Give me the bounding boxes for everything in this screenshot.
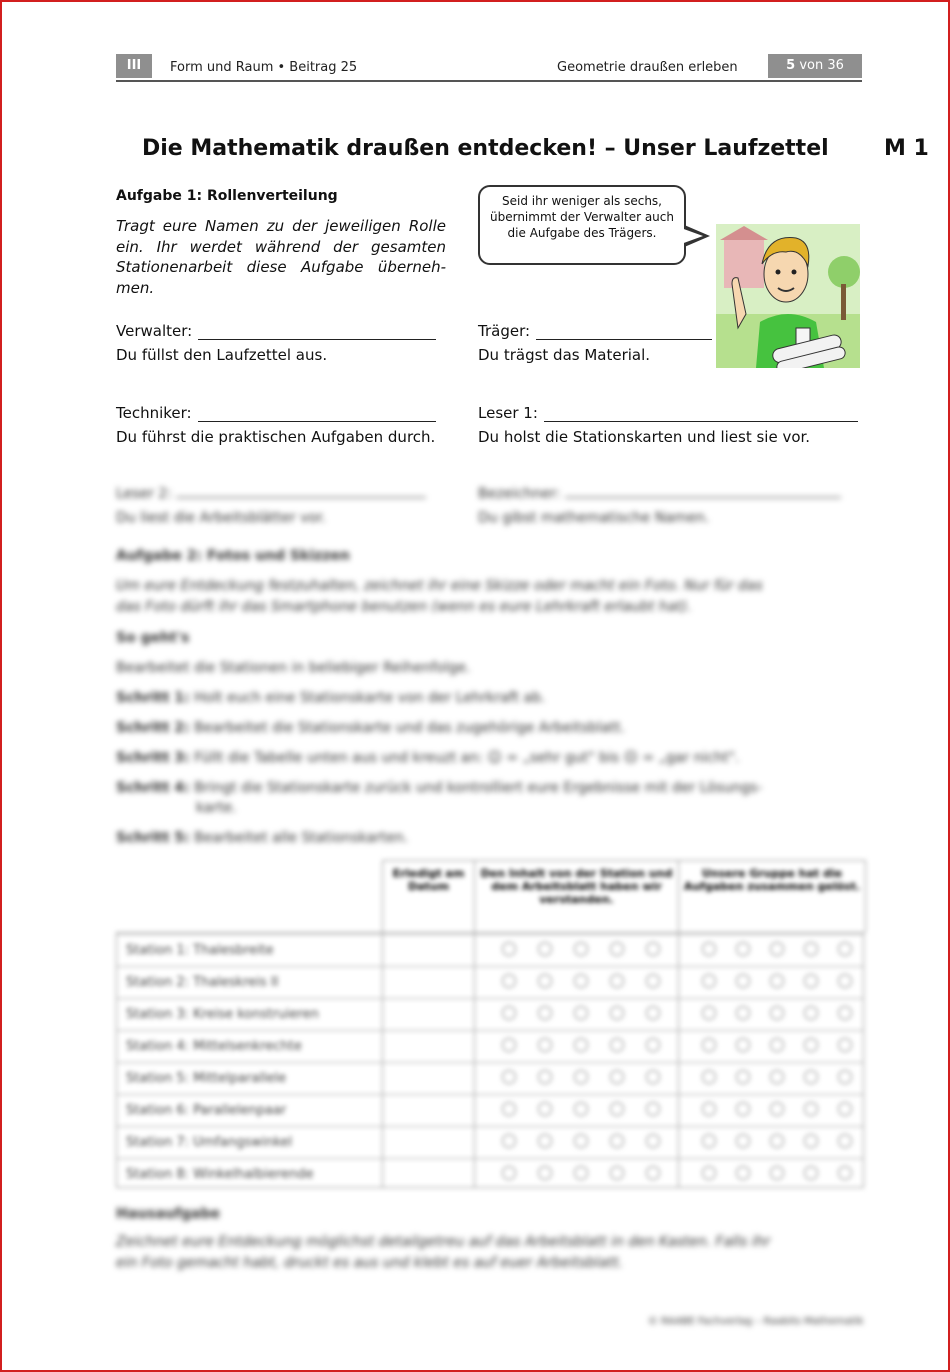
page-number: [768, 54, 862, 78]
station-name: Station 7: Umfangswinkel: [126, 1135, 293, 1150]
rating-circle: [502, 1134, 516, 1148]
rating-circle: [646, 1102, 660, 1116]
role-leser2: [116, 486, 426, 502]
rating-circle: [574, 1038, 588, 1052]
name-line[interactable]: [198, 407, 436, 422]
name-line[interactable]: [198, 325, 436, 340]
rating-circle: [646, 1070, 660, 1084]
rating-circle: [538, 974, 552, 988]
rating-circle: [770, 1006, 784, 1020]
station-name: Station 2: Thaleskreis II: [126, 975, 279, 990]
header-topic: Form und Raum • Beitrag 25: [170, 60, 358, 75]
rating-circle: [646, 974, 660, 988]
rating-circle: [502, 1006, 516, 1020]
step-4: [116, 780, 762, 796]
rating-circle: [538, 1070, 552, 1084]
rating-circle: [502, 974, 516, 988]
bubble-tail-inner: [681, 228, 703, 244]
rating-circle: [538, 1166, 552, 1180]
rating-circle: [736, 1134, 750, 1148]
table-row: [116, 1030, 864, 1061]
step-text: Füllt die Tabelle unten aus und kreuzt an: ☺ = „sehr gut" bis ☹ = „gar nicht".: [194, 750, 740, 766]
step-text: Bringt die Stationskarte zurück und kontrolliert eure Ergebnisse mit der Lösungs-: [194, 780, 763, 796]
rating-circle: [804, 1102, 818, 1116]
rating-circle: [736, 1038, 750, 1052]
homework-text-2: ein Foto gemacht habt, druckt es aus und klebt es auf euer Arbeitsblatt.: [116, 1255, 624, 1271]
rating-circle: [736, 1102, 750, 1116]
station-name: Station 8: Winkelhalbierende: [126, 1167, 314, 1182]
table-header: [382, 860, 866, 933]
rating-circle: [502, 1166, 516, 1180]
table-row: [116, 966, 864, 997]
role-label: Leser 1:: [478, 404, 538, 422]
station-name: Station 3: Kreise konstruieren: [126, 1007, 319, 1022]
role-desc: Du führst die praktischen Aufgaben durch.: [116, 428, 436, 446]
role-traeger: [478, 322, 712, 340]
rating-circle: [770, 1038, 784, 1052]
rating-circle: [770, 1134, 784, 1148]
rating-circle: [574, 974, 588, 988]
rating-circle: [574, 942, 588, 956]
rating-circle: [646, 1134, 660, 1148]
rating-circle: [838, 1102, 852, 1116]
rating-circle: [610, 1166, 624, 1180]
table-row: [116, 1062, 864, 1093]
series-tag: III: [116, 54, 152, 78]
role-label: Techniker:: [116, 404, 192, 422]
rating-circle: [804, 1038, 818, 1052]
rating-circle: [610, 1038, 624, 1052]
task2-text-2: das Foto dürft ihr das Smartphone benutzen (wenn es eure Lehrkraft erlaubt hat).: [116, 599, 692, 615]
table-row: [116, 934, 864, 965]
step-label: Schritt 1:: [116, 690, 190, 706]
rating-circle: [502, 1102, 516, 1116]
rating-circle: [646, 942, 660, 956]
rating-circle: [574, 1006, 588, 1020]
station-name: Station 1: Thalesbreite: [126, 943, 274, 958]
rating-circle: [574, 1134, 588, 1148]
role-verwalter: [116, 322, 436, 340]
role-desc: Du füllst den Laufzettel aus.: [116, 346, 328, 364]
header-understood: Den Inhalt von der Station und dem Arbeitsblatt haben wir verstanden.: [475, 861, 679, 933]
rating-circle: [610, 942, 624, 956]
role-label: Träger:: [478, 322, 531, 340]
page-total: von 36: [799, 58, 844, 73]
rating-circle: [610, 1070, 624, 1084]
rating-circle: [702, 1070, 716, 1084]
table-row: [116, 1094, 864, 1125]
name-line: [176, 497, 426, 498]
page-title: Die Mathematik draußen entdecken! – Unser Laufzettel: [142, 136, 829, 161]
role-leser1: [478, 404, 858, 422]
rating-circle: [702, 1166, 716, 1180]
rating-circle: [770, 1070, 784, 1084]
step-label: Schritt 5:: [116, 830, 190, 846]
rating-circle: [574, 1166, 588, 1180]
name-line[interactable]: [544, 407, 858, 422]
table-row: [116, 1158, 864, 1189]
header-done: Erledigt am Datum: [383, 861, 475, 933]
rating-circle: [770, 1166, 784, 1180]
rating-circle: [736, 942, 750, 956]
page-header: [116, 54, 862, 82]
role-label: Leser 2:: [116, 486, 172, 502]
task2-heading: Aufgabe 2: Fotos und Skizzen: [116, 548, 350, 564]
step-3: [116, 750, 739, 766]
rating-circle: [804, 1006, 818, 1020]
speech-bubble: Seid ihr weniger als sechs, übernimmt der Verwalter auch die Aufgabe des Trägers.: [478, 185, 686, 265]
rating-circle: [838, 942, 852, 956]
howto-heading: So geht's: [116, 630, 190, 646]
role-bezeichner: [478, 486, 841, 502]
rating-circle: [502, 1038, 516, 1052]
step-label: Schritt 2:: [116, 720, 190, 736]
homework-text-1: Zeichnet eure Entdeckung möglichst detailgetreu auf das Arbeitsblatt in den Kasten. Falls ihr: [116, 1234, 771, 1250]
table-row: [116, 998, 864, 1029]
footer-copyright: © RAABE Fachverlag – Raabits Mathematik: [648, 1316, 864, 1327]
rating-circle: [502, 1070, 516, 1084]
role-desc: Du liest die Arbeitsblätter vor.: [116, 510, 326, 526]
step-1: [116, 690, 545, 706]
name-line[interactable]: [536, 325, 712, 340]
task1-heading: Aufgabe 1: Rollenverteilung: [116, 188, 338, 204]
rating-circle: [804, 974, 818, 988]
rating-circle: [736, 1166, 750, 1180]
rating-circle: [702, 1006, 716, 1020]
rating-circle: [770, 974, 784, 988]
header-teamwork: Unsere Gruppe hat die Aufgaben zusammen gelöst.: [683, 867, 861, 893]
rating-circle: [838, 1166, 852, 1180]
rating-circle: [538, 1134, 552, 1148]
task2-text-1: Um eure Entdeckung festzuhalten, zeichnet ihr eine Skizze oder macht ein Foto. Nur für das: [116, 578, 763, 594]
rating-circle: [838, 974, 852, 988]
rating-circle: [502, 942, 516, 956]
step-5: [116, 830, 408, 846]
header-subject: Geometrie draußen erleben: [557, 60, 738, 75]
boy-illustration: [716, 224, 860, 368]
station-name: Station 5: Mittelparallele: [126, 1071, 287, 1086]
rating-circle: [702, 942, 716, 956]
role-desc: Du holst die Stationskarten und liest sie vor.: [478, 428, 811, 446]
rating-circle: [610, 1006, 624, 1020]
step-text: Holt euch eine Stationskarte von der Lehrkraft ab.: [194, 690, 546, 706]
homework-heading: Hausaufgabe: [116, 1206, 220, 1222]
rating-circle: [702, 1038, 716, 1052]
station-table: [116, 860, 864, 1188]
station-name: Station 6: Parallelenpaar: [126, 1103, 287, 1118]
rating-circle: [702, 1102, 716, 1116]
rating-circle: [610, 1134, 624, 1148]
step-text: Bearbeitet alle Stationskarten.: [194, 830, 409, 846]
rating-circle: [646, 1038, 660, 1052]
role-label: Verwalter:: [116, 322, 193, 340]
material-label: M 1: [884, 136, 929, 161]
rating-circle: [838, 1038, 852, 1052]
step-label: Schritt 4:: [116, 780, 190, 796]
rating-circle: [538, 1038, 552, 1052]
rating-circle: [574, 1070, 588, 1084]
page-current: 5: [786, 58, 796, 73]
rating-circle: [574, 1102, 588, 1116]
table-row: [116, 1126, 864, 1157]
rating-circle: [538, 942, 552, 956]
rating-circle: [736, 1006, 750, 1020]
rating-circle: [538, 1006, 552, 1020]
rating-circle: [838, 1134, 852, 1148]
rating-circle: [736, 1070, 750, 1084]
rating-circle: [838, 1006, 852, 1020]
step-4-cont: karte.: [196, 800, 237, 816]
rating-circle: [804, 942, 818, 956]
station-name: Station 4: Mittelsenkrechte: [126, 1039, 302, 1054]
rating-circle: [702, 974, 716, 988]
rating-circle: [838, 1070, 852, 1084]
rating-circle: [610, 974, 624, 988]
rating-circle: [736, 974, 750, 988]
howto-intro: Bearbeitet die Stationen in beliebiger Reihenfolge.: [116, 660, 471, 676]
rating-circle: [646, 1166, 660, 1180]
step-2: [116, 720, 625, 736]
rating-circle: [770, 1102, 784, 1116]
role-label: Bezeichner:: [478, 486, 561, 502]
rating-circle: [538, 1102, 552, 1116]
role-desc: Du gibst mathematische Namen.: [478, 510, 710, 526]
rating-circle: [804, 1166, 818, 1180]
name-line: [565, 497, 841, 498]
role-desc: Du trägst das Material.: [478, 346, 651, 364]
step-label: Schritt 3:: [116, 750, 190, 766]
step-text: Bearbeitet die Stationskarte und das zugehörige Arbeitsblatt.: [194, 720, 626, 736]
rating-circle: [804, 1134, 818, 1148]
rating-circle: [804, 1070, 818, 1084]
rating-circle: [646, 1006, 660, 1020]
role-techniker: [116, 404, 436, 422]
rating-circle: [702, 1134, 716, 1148]
task1-intro: Tragt eure Namen zu der jeweiligen Rolle ein. Ihr werdet während der gesamten Stationenarbeit diese Aufgabe überneh-men.: [116, 217, 446, 297]
rating-circle: [770, 942, 784, 956]
rating-circle: [610, 1102, 624, 1116]
